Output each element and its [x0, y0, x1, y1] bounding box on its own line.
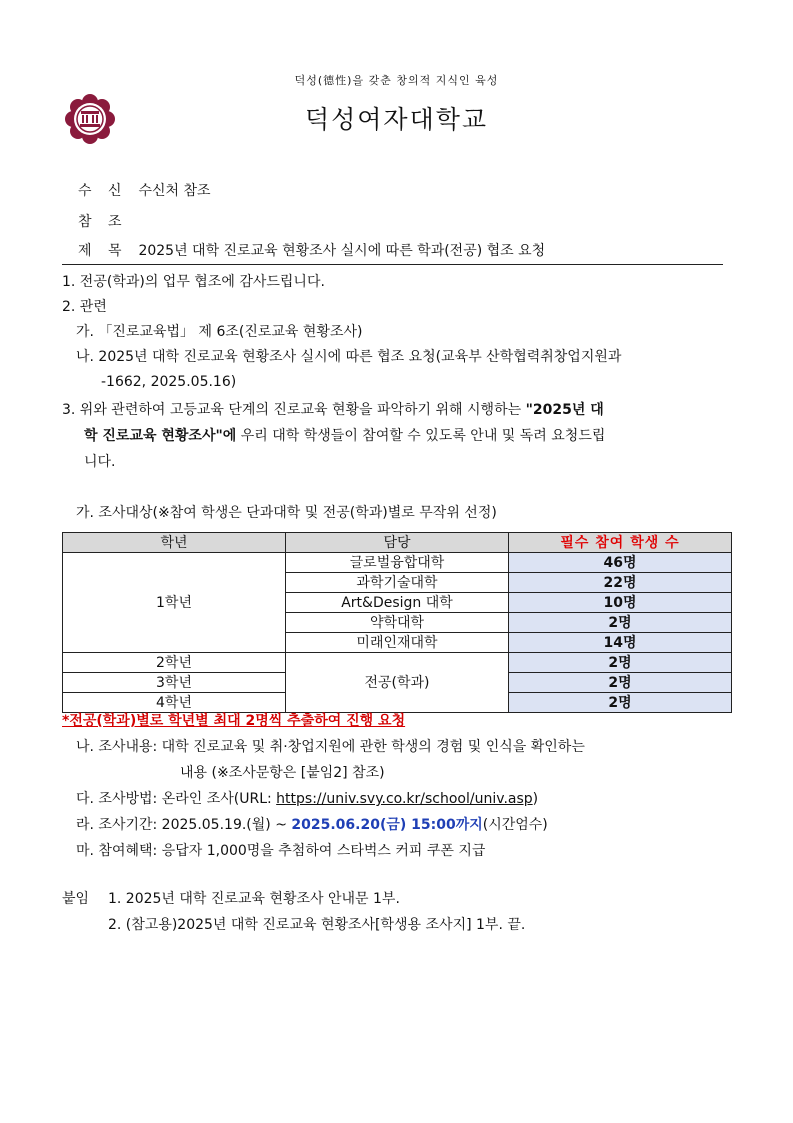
college-count: 10명: [509, 593, 732, 613]
header-unit: 담당: [286, 533, 509, 553]
paragraph-1: 1. 전공(학과)의 업무 협조에 감사드립니다.: [62, 274, 325, 290]
survey-url-link[interactable]: https://univ.svy.co.kr/school/univ.asp: [276, 791, 533, 807]
reference-row: [78, 211, 134, 231]
paragraph-3-line2: [84, 426, 605, 446]
header-grade: 학년: [63, 533, 286, 553]
participants-table: [62, 532, 732, 713]
header-required-count: 필수 참여 학생 수: [509, 533, 732, 553]
grade-count: 2명: [509, 653, 732, 673]
slogan: 덕성(德性)을 갖춘 창의적 지식인 육성: [294, 74, 499, 87]
paragraph-2: 2. 관련: [62, 299, 107, 315]
table-row: [63, 653, 732, 673]
header-divider: [62, 264, 723, 265]
grade-cell: 4학년: [63, 693, 286, 713]
paragraph-2b-line1: 나. 2025년 대학 진로교육 현황조사 실시에 따른 협조 요청(교육부 산학협력취창업지원과: [76, 349, 622, 365]
survey-target: 가. 조사대상(※참여 학생은 단과대학 및 전공(학과)별로 무작위 선정): [76, 505, 497, 521]
attachment-item-1: 1. 2025년 대학 진로교육 현황조사 안내문 1부.: [108, 891, 400, 907]
major-cell: 전공(학과): [286, 653, 509, 713]
survey-period-note: (시간엄수): [482, 817, 548, 833]
survey-method-label: 다. 조사방법: 온라인 조사(URL:: [76, 791, 277, 807]
grade-cell: 3학년: [63, 673, 286, 693]
paragraph-3-line3: 니다.: [84, 454, 116, 470]
table-header-row: [63, 533, 732, 553]
attachment-item-2: 2. (참고용)2025년 대학 진로교육 현황조사[학생용 조사지] 1부. 끝.: [108, 917, 526, 933]
survey-period: [76, 815, 548, 835]
college-count: 46명: [509, 553, 732, 573]
survey-deadline: 2025.06.20(금) 15:00까지: [291, 817, 483, 833]
subject-value: 2025년 대학 진로교육 현황조사 실시에 따른 학과(전공) 협조 요청: [138, 243, 546, 259]
college-count: 2명: [509, 613, 732, 633]
paragraph-2a: 가. 「진로교육법」 제 6조(진로교육 현황조사): [76, 324, 363, 340]
paragraph-3-line1: [62, 400, 604, 420]
survey-method-end: ): [532, 791, 539, 807]
subject-row: [78, 240, 545, 260]
college-count: 22명: [509, 573, 732, 593]
grade-count: 2명: [509, 673, 732, 693]
attachment-label: 붙임: [62, 891, 90, 907]
grade-count: 2명: [509, 693, 732, 713]
college-count: 14명: [509, 633, 732, 653]
survey-method: [76, 789, 538, 809]
grade-1-cell: 1학년: [63, 553, 286, 653]
table-row: [63, 553, 732, 573]
sampling-note: *전공(학과)별로 학년별 최대 2명씩 추출하여 진행 요청: [62, 713, 406, 729]
survey-content-line2: 내용 (※조사문항은 [붙임2] 참조): [180, 765, 385, 781]
college-name: 글로벌융합대학: [286, 553, 509, 573]
grade-cell: 2학년: [63, 653, 286, 673]
paragraph-3-text-2: 우리 대학 학생들이 참여할 수 있도록 안내 및 독려 요청드립: [236, 428, 606, 444]
university-name: 덕성여자대학교: [304, 105, 489, 134]
survey-period-start: 라. 조사기간: 2025.05.19.(월) ~: [76, 817, 292, 833]
participation-benefit: 마. 참여혜택: 응답자 1,000명을 추첨하여 스타벅스 커피 쿠폰 지급: [76, 843, 486, 859]
reference-label: 참 조: [78, 214, 128, 230]
survey-name-highlight: "2025년 대: [525, 402, 604, 418]
paragraph-3-text: 3. 위와 관련하여 고등교육 단계의 진로교육 현황을 파악하기 위해 시행하는: [62, 402, 526, 418]
survey-content-line1: 나. 조사내용: 대학 진로교육 및 취·창업지원에 관한 학생의 경험 및 인식을 확인하는: [76, 739, 585, 755]
college-name: Art&Design 대학: [286, 593, 509, 613]
paragraph-2b-line2: -1662, 2025.05.16): [101, 374, 237, 390]
survey-name-highlight-2: 학 진로교육 현황조사"에: [84, 428, 237, 444]
recipient-row: [78, 180, 211, 200]
college-name: 과학기술대학: [286, 573, 509, 593]
subject-label: 제 목: [78, 243, 128, 259]
recipient-label: 수 신: [78, 183, 128, 199]
college-name: 미래인재대학: [286, 633, 509, 653]
recipient-value: 수신처 참조: [138, 183, 211, 199]
college-name: 약학대학: [286, 613, 509, 633]
